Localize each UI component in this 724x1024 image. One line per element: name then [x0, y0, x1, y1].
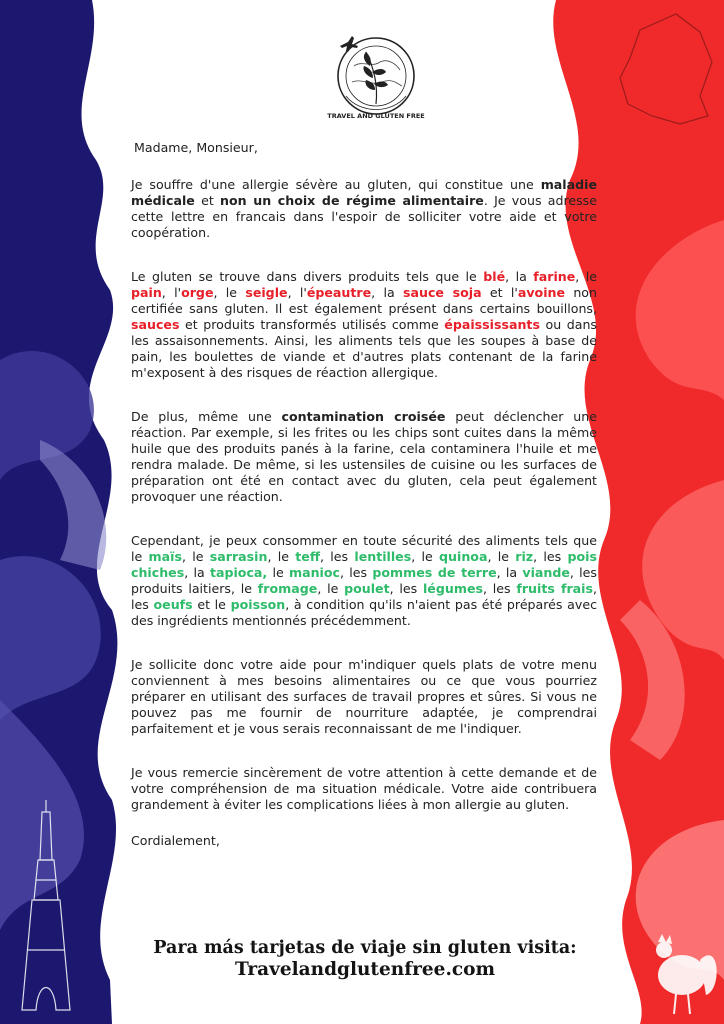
safe-food: teff — [295, 549, 321, 564]
footer-line-1: Para más tarjetas de viaje sin gluten visita: — [153, 938, 577, 958]
safe-food: lentilles — [354, 549, 412, 564]
salutation: Madame, Monsieur, — [134, 140, 258, 155]
gluten-ingredient: farine — [533, 269, 576, 284]
safe-food: tapioca, — [209, 565, 268, 580]
gluten-ingredient: épaississants — [444, 317, 540, 332]
safe-food: quinoa — [439, 549, 488, 564]
emphasis-text: contamination croisée — [281, 409, 446, 424]
gluten-ingredient: avoine — [517, 285, 566, 300]
footer-website[interactable]: Travelandglutenfree.com — [234, 959, 496, 980]
paragraph-5: Je sollicite donc votre aide pour m'indiquer quels plats de votre menu conviennent à mes besoins alimentaires ou ce que vous pourriez préparer en utilisant des surfaces de travail propres et sûres. Si vous ne pouvez pas me fournir de nourriture adaptée, je comprendrai parfaitement et je vous serais reconnaissant de me l'indiquer. — [131, 657, 597, 736]
closing: Cordialement, — [131, 833, 220, 848]
paragraph-2: Le gluten se trouve dans divers produits tels que le blé, la farine, le pain, l'orge, le seigle, l'épeautre, la sauce soja et l'avoine non certifiée sans gluten. Il est également présent dans certains bouillons, sauces et produits transformés utilisés comme épaississants ou dans les assaisonnements. Ainsi, les aliments tels que les soupes à base de pain, les boulettes de viande et d'autres plats contenant de la farine m'exposent à des risques de réaction allergique. — [131, 269, 598, 380]
gluten-ingredient: blé — [483, 269, 506, 284]
emphasis-text: non un choix de régime alimentaire — [220, 193, 484, 208]
safe-food: poisson — [230, 597, 286, 612]
paragraph-6: Je vous remercie sincèrement de votre attention à cette demande et de votre compréhension de ma situation médicale. Votre aide contribuera grandement à éviter les complications liées à mon allergie au gluten. — [131, 765, 597, 812]
letter-body — [131, 140, 597, 849]
safe-food: riz — [515, 549, 534, 564]
gluten-ingredient: seigle — [245, 285, 288, 300]
emphasis-text: maladie médicale — [131, 177, 597, 208]
safe-food: poulet — [344, 581, 390, 596]
paragraph-3: De plus, même une contamination croisée peut déclencher une réaction. Par exemple, si les frites ou les chips sont cuites dans la même huile que des produits panés à la farine, cela contaminera l'huile et me rendra malade. De même, si les ustensiles de cuisine ou les surfaces de préparation ont été en contact avec du gluten, cela peut également provoquer une réaction. — [131, 409, 597, 504]
safe-food: viande — [522, 565, 570, 580]
paragraph-1: Je souffre d'une allergie sévère au gluten, qui constitue une maladie médicale et non un choix de régime alimentaire. Je vous adresse cette lettre en francais dans l'espoir de solliciter votre aide et votre coopération. — [131, 177, 597, 240]
paragraph-4: Cependant, je peux consommer en toute sécurité des aliments tels que le maïs, le sarrasin, le teff, les lentilles, le quinoa, le riz, les pois chiches, la tapioca, le manioc, les pommes de terre, la viande, les produits laitiers, le fromage, le poulet, les légumes, les fruits frais, les oeufs et le poisson, à condition qu'ils n'aient pas été préparés avec des ingrédients mentionnés précédemment. — [131, 533, 598, 628]
gluten-ingredient: épeautre — [306, 285, 372, 300]
logo-text: TRAVEL AND GLUTEN FREE — [327, 112, 425, 120]
travel-and-gluten-free-logo — [326, 26, 426, 126]
safe-food: manioc — [288, 565, 340, 580]
gluten-ingredient: orge — [181, 285, 214, 300]
gluten-ingredient: sauces — [131, 317, 180, 332]
safe-food: légumes — [422, 581, 483, 596]
safe-food: fruits frais — [516, 581, 593, 596]
safe-food: fromage — [257, 581, 318, 596]
gluten-ingredient: sauce soja — [402, 285, 482, 300]
safe-food: pommes de terre — [372, 565, 497, 580]
safe-food: oeufs — [153, 597, 193, 612]
safe-food: sarrasin — [209, 549, 268, 564]
gluten-ingredient: pain — [131, 285, 162, 300]
safe-food: pois chiches — [131, 549, 597, 580]
safe-food: maïs — [148, 549, 182, 564]
